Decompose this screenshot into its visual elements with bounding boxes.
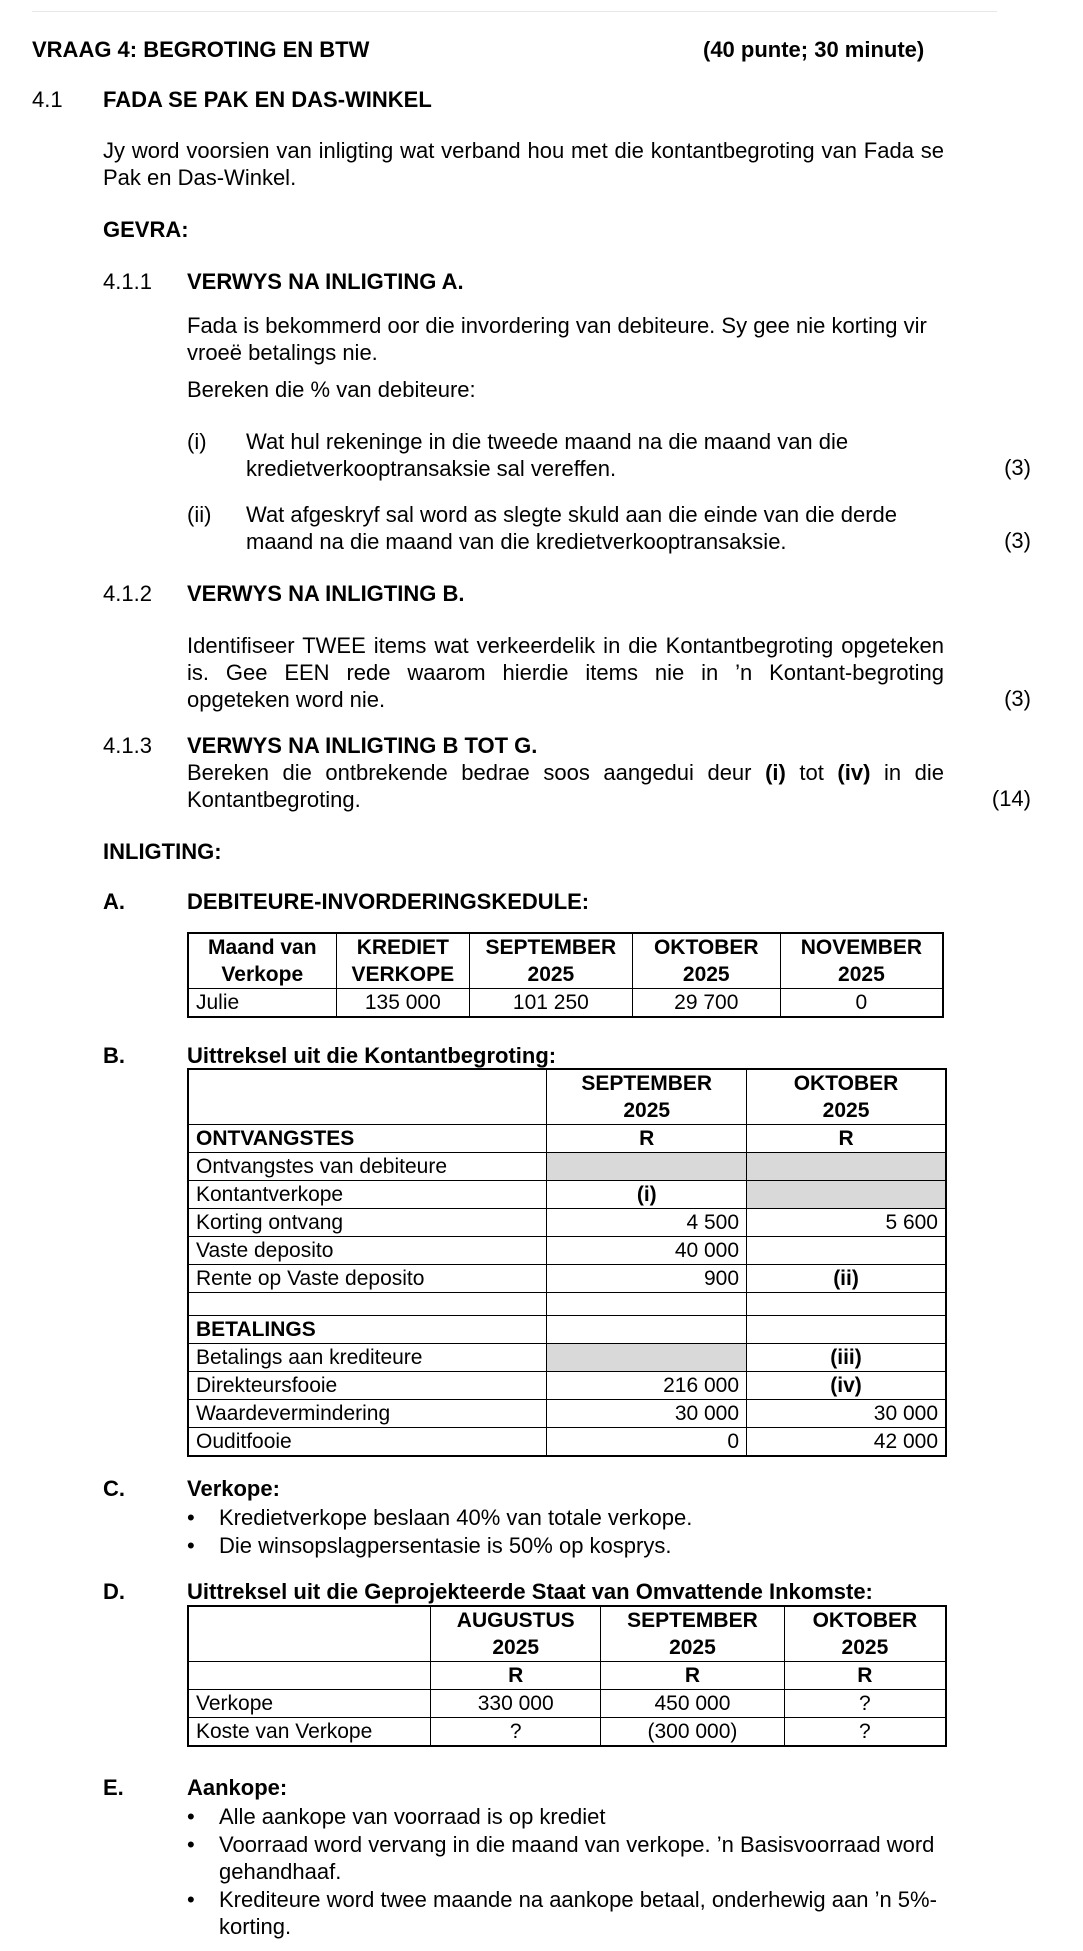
purchases-bullets	[187, 1803, 947, 1941]
table-row	[188, 1237, 946, 1265]
table-row	[188, 1428, 946, 1457]
list-item: • Voorraad word vervang in die maand van verkope. ’n Basisvoorraad word gehandhaaf.	[187, 1831, 947, 1885]
q412-number: 4.1.2	[103, 581, 152, 606]
table-row	[188, 1372, 946, 1400]
info-c-title: Verkope:	[187, 1476, 280, 1501]
currency-cell: R	[601, 1662, 785, 1690]
row-label: Korting ontvang	[188, 1209, 547, 1237]
sales-bullets	[187, 1504, 947, 1560]
list-item: • Kredietverkope beslaan 40% van totale verkope.	[187, 1504, 947, 1531]
list-item: • Krediteure word twee maande na aankope betaal, onderhewig aan ’n 5%-korting.	[187, 1886, 947, 1940]
info-d-title: Uittreksel uit die Geprojekteerde Staat van Omvattende Inkomste:	[187, 1579, 873, 1604]
table-cell	[747, 1153, 946, 1181]
col-header: OKTOBER 2025	[784, 1606, 946, 1662]
info-e-title: Aankope:	[187, 1775, 288, 1800]
table-row	[188, 1662, 946, 1690]
table-cell: (i)	[547, 1181, 747, 1209]
table-cell: 900	[547, 1265, 747, 1293]
row-label: Ontvangstes van debiteure	[188, 1153, 547, 1181]
q411-paragraph: Fada is bekommerd oor die invordering van debiteure. Sy gee nie korting vir vroeë betalings nie.	[187, 313, 927, 365]
income-statement-table	[187, 1605, 947, 1747]
info-e-letter: E.	[103, 1775, 124, 1800]
table-cell: (iv)	[747, 1372, 946, 1400]
top-rule	[32, 11, 997, 12]
col-header: OKTOBER 2025	[747, 1069, 946, 1125]
table-cell: ?	[784, 1690, 946, 1718]
q411-number: 4.1.1	[103, 269, 152, 294]
table-cell: (300 000)	[601, 1718, 785, 1747]
table-cell	[188, 1606, 431, 1662]
table-cell: ?	[784, 1718, 946, 1747]
table-cell: 330 000	[431, 1690, 601, 1718]
table-cell	[547, 1344, 747, 1372]
table-cell: ?	[431, 1718, 601, 1747]
row-label: Vaste deposito	[188, 1237, 547, 1265]
q411-i-number: (i)	[187, 429, 207, 454]
table-cell	[188, 1069, 547, 1125]
col-header: NOVEMBER 2025	[780, 933, 943, 989]
q413-marks: (14)	[991, 786, 1031, 811]
table-cell	[547, 1293, 747, 1316]
table-cell: (iii)	[747, 1344, 946, 1372]
payments-heading: BETALINGS	[188, 1316, 547, 1344]
table-cell: 216 000	[547, 1372, 747, 1400]
list-item: • Die winsopslagpersentasie is 50% op kosprys.	[187, 1532, 947, 1559]
table-cell	[747, 1293, 946, 1316]
q411-i-marks: (3)	[1004, 455, 1031, 480]
table-cell: 42 000	[747, 1428, 946, 1457]
row-label: Rente op Vaste deposito	[188, 1265, 547, 1293]
section-intro: Jy word voorsien van inligting wat verband hou met die kontantbegroting van Fada se Pak en Das-Winkel.	[103, 138, 944, 190]
table-cell: 40 000	[547, 1237, 747, 1265]
inligting-heading: INLIGTING:	[103, 839, 222, 864]
table-cell: 101 250	[470, 989, 633, 1018]
table-header-row	[188, 1069, 946, 1125]
q413-text: Bereken die ontbrekende bedrae soos aangedui deur (i) tot (iv) in die Kontantbegroting.	[187, 760, 944, 812]
table-cell: 30 000	[747, 1400, 946, 1428]
table-cell	[747, 1237, 946, 1265]
section-title: FADA SE PAK EN DAS-WINKEL	[103, 87, 432, 112]
table-row	[188, 1344, 946, 1372]
col-header: OKTOBER 2025	[632, 933, 780, 989]
q411-ii-number: (ii)	[187, 502, 212, 527]
table-cell: 29 700	[632, 989, 780, 1018]
table-cell: 5 600	[747, 1209, 946, 1237]
debtors-collection-table	[187, 932, 944, 1018]
row-label: Kontantverkope	[188, 1181, 547, 1209]
question-title: VRAAG 4: BEGROTING EN BTW	[32, 37, 370, 62]
q411-instruction: Bereken die % van debiteure:	[187, 377, 476, 402]
q412-marks: (3)	[1004, 686, 1031, 711]
info-c-letter: C.	[103, 1476, 125, 1501]
table-row	[188, 1316, 946, 1344]
currency-cell: R	[431, 1662, 601, 1690]
section-number: 4.1	[32, 87, 63, 112]
row-label: Ouditfooie	[188, 1428, 547, 1457]
table-row	[188, 1209, 946, 1237]
row-label: Betalings aan krediteure	[188, 1344, 547, 1372]
table-cell	[188, 1293, 547, 1316]
col-header: SEPTEMBER 2025	[547, 1069, 747, 1125]
col-header: Maand van Verkope	[188, 933, 336, 989]
table-cell: (ii)	[747, 1265, 946, 1293]
table-cell: 0	[780, 989, 943, 1018]
table-cell	[547, 1316, 747, 1344]
table-cell: 4 500	[547, 1209, 747, 1237]
col-header: KREDIET VERKOPE	[336, 933, 469, 989]
table-row	[188, 1293, 946, 1316]
currency-cell: R	[784, 1662, 946, 1690]
question-marks: (40 punte; 30 minute)	[703, 37, 925, 62]
table-cell: 0	[547, 1428, 747, 1457]
table-cell: Julie	[188, 989, 336, 1018]
q411-i-text: Wat hul rekeninge in die tweede maand na die maand van die kredietverkooptransaksie sal vereffen.	[246, 429, 849, 481]
row-label: Waardevermindering	[188, 1400, 547, 1428]
table-cell	[547, 1153, 747, 1181]
table-cell	[747, 1181, 946, 1209]
q411-ii-marks: (3)	[1004, 528, 1031, 553]
gevra-heading: GEVRA:	[103, 217, 189, 242]
table-cell	[747, 1316, 946, 1344]
receipts-heading: ONTVANGSTES	[188, 1125, 547, 1153]
info-a-title: DEBITEURE-INVORDERINGSKEDULE:	[187, 889, 590, 914]
table-row	[188, 1400, 946, 1428]
row-label: Direkteursfooie	[188, 1372, 547, 1400]
q412-text: Identifiseer TWEE items wat verkeerdelik in die Kontantbegroting opgeteken is. Gee EEN rede waarom hierdie items nie in ’n Kontant-begroting opgeteken word nie.	[187, 633, 944, 712]
info-b-letter: B.	[103, 1043, 125, 1068]
table-cell: 30 000	[547, 1400, 747, 1428]
table-row	[188, 1125, 946, 1153]
table-header-row	[188, 1606, 946, 1662]
q411-ii-text: Wat afgeskryf sal word as slegte skuld aan die einde van die derde maand na die maand van die kredietverkooptransaksie.	[246, 502, 897, 554]
info-d-letter: D.	[103, 1579, 125, 1604]
table-header-row	[188, 933, 943, 989]
table-row	[188, 1181, 946, 1209]
list-item: • Alle aankope van voorraad is op krediet	[187, 1803, 947, 1830]
col-header: SEPTEMBER 2025	[470, 933, 633, 989]
info-b-title: Uittreksel uit die Kontantbegroting:	[187, 1043, 557, 1068]
table-row	[188, 989, 943, 1018]
table-row	[188, 1718, 946, 1747]
col-header: AUGUSTUS 2025	[431, 1606, 601, 1662]
info-a-letter: A.	[103, 889, 125, 914]
q412-title: VERWYS NA INLIGTING B.	[187, 581, 465, 606]
table-row	[188, 1265, 946, 1293]
currency-cell: R	[547, 1125, 747, 1153]
q413-title: VERWYS NA INLIGTING B TOT G.	[187, 733, 538, 758]
row-label: Verkope	[188, 1690, 431, 1718]
table-cell: 135 000	[336, 989, 469, 1018]
cash-budget-table	[187, 1068, 947, 1457]
currency-cell: R	[747, 1125, 946, 1153]
table-row	[188, 1690, 946, 1718]
table-cell: 450 000	[601, 1690, 785, 1718]
row-label: Koste van Verkope	[188, 1718, 431, 1747]
q411-title: VERWYS NA INLIGTING A.	[187, 269, 464, 294]
table-cell	[188, 1662, 431, 1690]
col-header: SEPTEMBER 2025	[601, 1606, 785, 1662]
q413-number: 4.1.3	[103, 733, 152, 758]
table-row	[188, 1153, 946, 1181]
